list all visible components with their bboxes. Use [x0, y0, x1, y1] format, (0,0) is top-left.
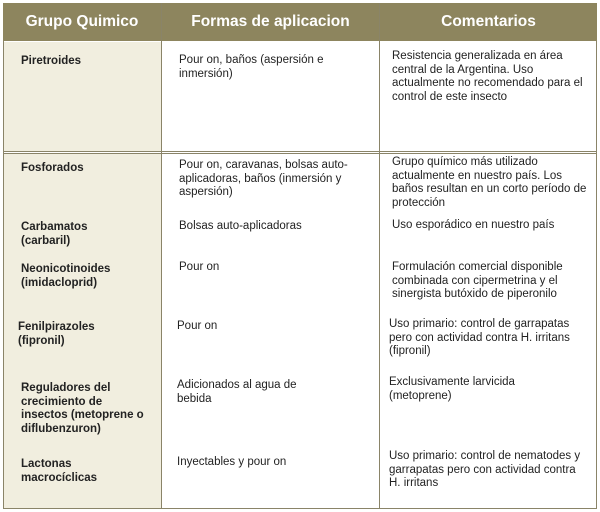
row-comment: Uso primario: control de nematodes y garrapatas pero con actividad contra H. irritans — [389, 450, 581, 489]
row-divider — [3, 151, 597, 152]
header-comments: Comentarios — [380, 3, 597, 41]
row-comment: Grupo químico más utilizado actualmente en nuestro país. Los baños resultan en un corto período de protección — [392, 156, 587, 209]
row-application: Bolsas auto-aplicadoras — [179, 220, 302, 232]
row-divider — [3, 153, 597, 154]
row-group: Fenilpirazoles (fipronil) — [18, 321, 95, 347]
row-group: Reguladores del crecimiento de insectos (metoprene o diflubenzuron) — [21, 382, 144, 435]
header-application: Formas de aplicacion — [162, 3, 379, 41]
table-bottom-border — [3, 508, 597, 509]
row-application: Pour on — [177, 320, 218, 332]
column-divider — [379, 3, 380, 509]
row-group: Piretroides — [21, 55, 82, 67]
row-application: Pour on, baños (aspersión e inmersión) — [179, 54, 324, 80]
header-group: Grupo Quimico — [3, 3, 161, 41]
row-group: Lactonas macrocíclicas — [21, 458, 98, 484]
row-comment: Formulación comercial disponible combinada con cipermetrina y el sinergista butóxido de piperonilo — [392, 261, 563, 300]
row-comment: Exclusivamente larvicida (metoprene) — [389, 376, 515, 402]
row-application: Pour on, caravanas, bolsas auto-aplicadoras, baños (inmersión y aspersión) — [179, 159, 348, 198]
row-group: Carbamatos (carbaril) — [21, 221, 88, 247]
row-application: Pour on — [179, 261, 220, 273]
table-left-border — [3, 41, 4, 509]
row-group: Neonicotinoides (imidacloprid) — [21, 263, 111, 289]
row-comment: Uso esporádico en nuestro país — [392, 219, 555, 231]
row-group: Fosforados — [21, 162, 84, 174]
row-comment: Resistencia generalizada en área central de la Argentina. Uso actualmente no recomendado para el control de este insecto — [392, 50, 583, 103]
row-application: Adicionados al agua de bebida — [177, 379, 297, 405]
table-right-border — [596, 41, 597, 509]
row-application: Inyectables y pour on — [177, 456, 287, 468]
chemical-group-table — [3, 3, 597, 509]
row-comment: Uso primario: control de garrapatas pero con actividad contra H. irritans (fipronil) — [389, 318, 570, 357]
column-divider — [161, 3, 162, 509]
